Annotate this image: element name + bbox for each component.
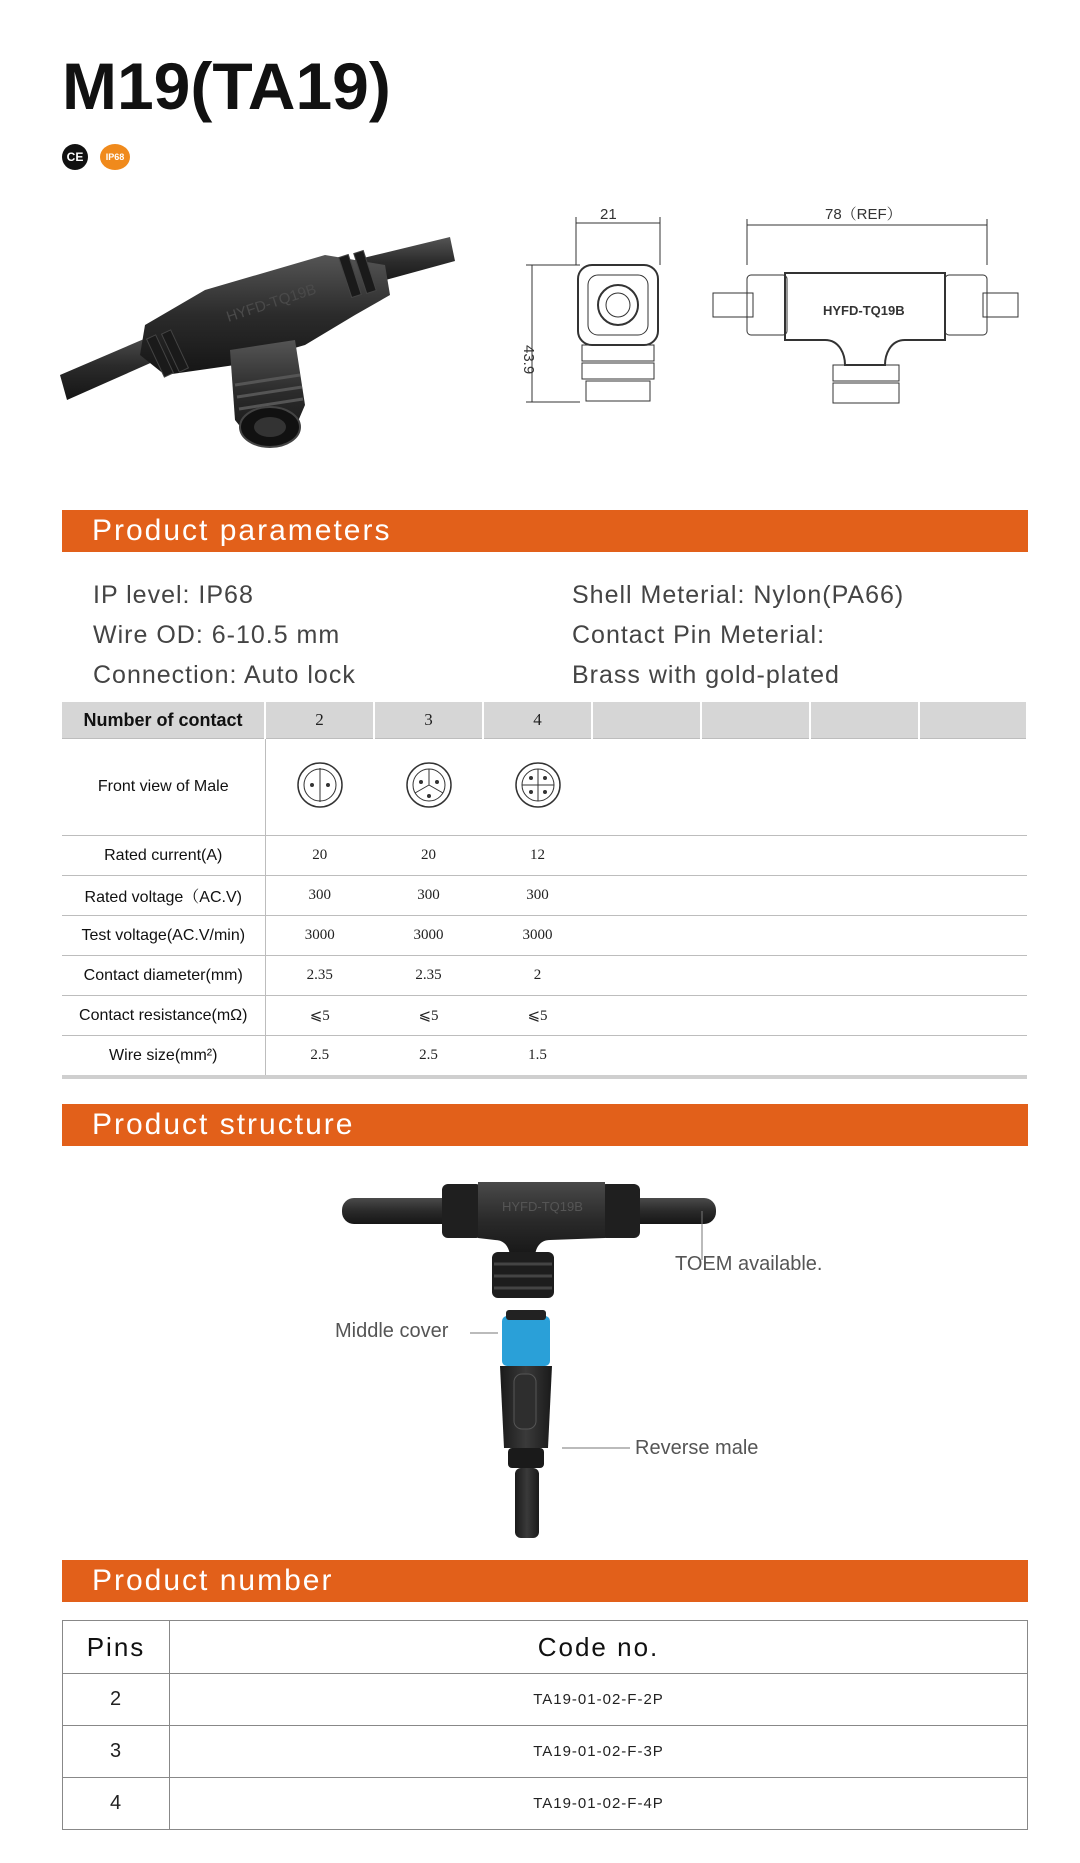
table-cell: 300 bbox=[374, 876, 483, 916]
param-wire-od: Wire OD: 6-10.5 mm bbox=[93, 621, 341, 649]
empty-header-cell bbox=[701, 702, 810, 739]
drawing-brand-text: HYFD-TQ19B bbox=[823, 303, 905, 318]
param-contact-material: Contact Pin Meterial: bbox=[572, 621, 826, 649]
pins-cell: 3 bbox=[63, 1726, 170, 1778]
row-label: Rated voltage（AC.V) bbox=[62, 876, 265, 916]
section-product-parameters: Product parameters bbox=[62, 510, 1028, 552]
table-row bbox=[62, 836, 1027, 876]
code-cell: TA19-01-02-F-3P bbox=[170, 1726, 1028, 1778]
structure-brand-text: HYFD-TQ19B bbox=[502, 1199, 583, 1214]
table-row bbox=[62, 956, 1027, 996]
pins-cell: 4 bbox=[63, 1778, 170, 1830]
empty-header-cell bbox=[919, 702, 1027, 739]
structure-diagram bbox=[330, 1168, 770, 1538]
code-header: Code no. bbox=[170, 1621, 1028, 1674]
product-photo bbox=[55, 235, 465, 450]
middle-cover-annotation: Middle cover bbox=[335, 1320, 449, 1342]
contact-count: 3 bbox=[374, 702, 483, 739]
code-cell: TA19-01-02-F-2P bbox=[170, 1674, 1028, 1726]
table-row bbox=[63, 1778, 1028, 1830]
ip68-badge-icon: IP68 bbox=[100, 144, 130, 170]
section-product-number: Product number bbox=[62, 1560, 1028, 1602]
row-label: Front view of Male bbox=[62, 739, 265, 836]
row-label: Contact resistance(mΩ) bbox=[62, 996, 265, 1036]
param-contact-plating: Brass with gold-plated bbox=[572, 661, 840, 689]
table-cell: 300 bbox=[483, 876, 592, 916]
table-cell: 1.5 bbox=[483, 1036, 592, 1078]
table-cell: ⩽5 bbox=[483, 996, 592, 1036]
width-dimension: 21 bbox=[600, 206, 617, 223]
row-label: Test voltage(AC.V/min) bbox=[62, 916, 265, 956]
reverse-male-annotation: Reverse male bbox=[635, 1437, 759, 1459]
table-cell: 2.35 bbox=[265, 956, 374, 996]
table-cell: 3000 bbox=[483, 916, 592, 956]
param-shell-material: Shell Meterial: Nylon(PA66) bbox=[572, 581, 905, 609]
length-dimension: 78（REF） bbox=[825, 206, 902, 223]
row-label: Wire size(mm²) bbox=[62, 1036, 265, 1078]
param-ip-level: IP level: IP68 bbox=[93, 581, 254, 609]
table-cell: ⩽5 bbox=[265, 996, 374, 1036]
table-cell: 300 bbox=[265, 876, 374, 916]
contact-count: 4 bbox=[483, 702, 592, 739]
param-connection: Connection: Auto lock bbox=[93, 661, 356, 689]
table-row bbox=[62, 739, 1027, 836]
row-label: Contact diameter(mm) bbox=[62, 956, 265, 996]
table-cell: 20 bbox=[265, 836, 374, 876]
height-dimension: 43.9 bbox=[520, 345, 537, 375]
product-number-table bbox=[62, 1620, 1028, 1830]
table-cell: 2.5 bbox=[374, 1036, 483, 1078]
table-cell: 2 bbox=[483, 956, 592, 996]
4-pin-face-icon bbox=[513, 760, 563, 810]
table-row bbox=[62, 996, 1027, 1036]
section-product-structure: Product structure bbox=[62, 1104, 1028, 1146]
spec-header-row bbox=[62, 702, 1027, 739]
contact-count: 2 bbox=[265, 702, 374, 739]
table-row bbox=[62, 876, 1027, 916]
table-cell: 12 bbox=[483, 836, 592, 876]
code-cell: TA19-01-02-F-4P bbox=[170, 1778, 1028, 1830]
empty-header-cell bbox=[592, 702, 701, 739]
pins-cell: 2 bbox=[63, 1674, 170, 1726]
page-title: M19(TA19) bbox=[62, 49, 391, 123]
pins-header: Pins bbox=[63, 1621, 170, 1674]
spec-header-label: Number of contact bbox=[62, 702, 265, 739]
row-label: Rated current(A) bbox=[62, 836, 265, 876]
table-cell: ⩽5 bbox=[374, 996, 483, 1036]
table-row bbox=[62, 916, 1027, 956]
table-cell: 3000 bbox=[265, 916, 374, 956]
toem-annotation: TOEM available. bbox=[675, 1253, 823, 1275]
table-cell: 2.35 bbox=[374, 956, 483, 996]
table-row bbox=[63, 1726, 1028, 1778]
2-pin-face-icon bbox=[295, 760, 345, 810]
pn-header-row bbox=[63, 1621, 1028, 1674]
spec-table bbox=[62, 702, 1028, 1079]
params-left bbox=[93, 575, 356, 695]
table-row bbox=[63, 1674, 1028, 1726]
3-pin-face-icon bbox=[404, 760, 454, 810]
side-view-drawing bbox=[705, 205, 1025, 405]
front-view-drawing bbox=[510, 205, 665, 405]
table-cell: 3000 bbox=[374, 916, 483, 956]
empty-header-cell bbox=[810, 702, 919, 739]
cert-badges bbox=[62, 144, 130, 170]
table-row bbox=[62, 1036, 1027, 1078]
ce-mark-icon: CE bbox=[62, 144, 88, 170]
photo-brand-text: HYFD-TQ19B bbox=[224, 280, 319, 326]
table-cell: 2.5 bbox=[265, 1036, 374, 1078]
params-right bbox=[572, 575, 904, 695]
table-cell: 20 bbox=[374, 836, 483, 876]
